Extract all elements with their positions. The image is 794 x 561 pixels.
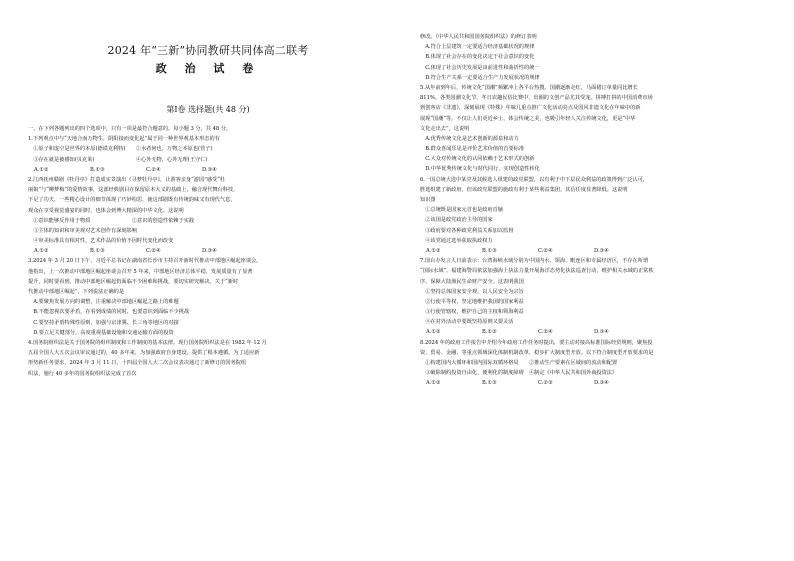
text-line: ①原子和虚空是世界的本原(德谟克利特) ②水者何也，万物之本原也(管子) xyxy=(28,146,213,153)
answer-option: D.③④ xyxy=(594,380,609,387)
answer-options xyxy=(28,165,390,175)
text-line: ④该党通过选举获取执政权力 xyxy=(420,237,493,244)
answer-option: D.③④ xyxy=(594,329,609,336)
text-line: ③行使管辖权，维护自己的主权和领海利益 xyxy=(420,309,524,316)
answer-option: C.②③ xyxy=(538,380,553,387)
answer-option: B.①③ xyxy=(482,329,497,336)
text-line: ①总统既是国家元首也是政府首脑 xyxy=(420,207,504,214)
exam-subject: 政 治 试 卷 xyxy=(155,62,261,75)
text-line: ③主体的知识和审美观对艺术创作有深刻影响 xyxy=(28,227,137,234)
text-line: 3.2024 年 3 月 20 日下午，习近平总书记在湖南省长沙市主持召开新时代推动中部地区崛起座谈会。 xyxy=(28,258,262,265)
answer-option: C.②④ xyxy=(146,248,161,255)
text-line: 提升，同时要看到，推动中部地区崛起仍面临不少困难和挑战，要切实研究解决。关于“新时 xyxy=(28,278,239,285)
answer-option: C.②④ xyxy=(538,329,553,336)
answer-option: D.③④ xyxy=(594,247,609,254)
text-line: ③政府要对各种政党利益关系加以监督 xyxy=(420,227,514,234)
text-line: ①坚持总体国家安全观，以人民安全为宗旨 xyxy=(420,288,524,295)
answer-options xyxy=(420,246,778,256)
text-line: D.中华优秀传统文化与时代同行，实现创造性转化 xyxy=(420,166,540,173)
text-line: ④审美标准具有相对性，艺术作品的价值不因时代变化而改变 xyxy=(28,238,174,245)
answer-option: B.①③ xyxy=(482,380,497,387)
answer-option: B.①③ xyxy=(90,166,105,173)
answer-option: B.①③ xyxy=(482,247,497,254)
text-line: 资、贸易、金融、等重点领域深化体制机制改革，稳步扩大制度型开放。以下符合制度型开放要求的是 xyxy=(420,349,654,356)
answer-option: A.①② xyxy=(34,248,49,255)
text-line: “国际水域”。福建海警局依法加强海上执法力量开展海洋态势化执法巡查行动，维护相关水域的正常秩 xyxy=(420,268,654,275)
text-line: A.优秀传统文化是艺术创新的源泉和动力 xyxy=(420,135,519,142)
text-line: 5.从年前到年后，传统文化“国潮”频繁冲上各平台热搜。国潮逐渐走红，马面裙订单量同比增长 xyxy=(420,84,638,91)
text-line: 丽娘”与“柳梦梅”的爱情故事，这部经典剧目在保留原本大义的基础上，融合现代舞台科技， xyxy=(28,187,239,194)
right-column xyxy=(420,32,778,389)
answer-options xyxy=(28,246,390,256)
answer-option: C.②④ xyxy=(538,247,553,254)
text-line: 形势新任务要求，2024 年 3 月 11 日，十四届全国人大二次会议表决通过了新修订的国务院组 xyxy=(28,360,247,367)
text-line: 4.国务院组织法是关于国务院的组织制度和工作制度的基本法律。现行国务院组织法是在 1982 年 12 月 xyxy=(28,339,267,346)
answer-option: A.①② xyxy=(34,166,49,173)
answer-option: D.③④ xyxy=(202,166,217,173)
text-line: C.要坚持矛盾特殊性原则，加强与京津冀、长三角等地区的对接 xyxy=(28,319,179,326)
text-line: ①意识能够反作用于物质 ②意识的创造性依赖于实践 xyxy=(28,217,195,224)
text-line: 811%。各类国潮文化节、冬日农趣民俗比赛中，出圈的文创产品尤其受宠。拼搏打拼的中国消费市场 xyxy=(420,95,653,102)
text-line: ②该国是政党政治主导的国家 xyxy=(420,217,493,224)
text-line: ④在对外活动中要既坚持原则又要灵活 xyxy=(420,319,514,326)
text-line: B.体现了社会存在的变化决定于社会意识的变化 xyxy=(420,54,535,61)
answer-option: C.②④ xyxy=(146,166,161,173)
text-line: C.大众对传统文化的认同依赖于艺术形式的创新 xyxy=(420,156,535,163)
left-column xyxy=(28,124,390,379)
answer-option: A.①② xyxy=(426,380,441,387)
answer-option: D.③④ xyxy=(202,248,217,255)
text-line: 观众在享受视觉盛宴的同时，也体会到博大精深的中华文化。这说明 xyxy=(28,207,184,214)
text-line: A.符合上层建筑一定要适合经济基础状况的规律 xyxy=(420,44,535,51)
answer-option: B.①③ xyxy=(90,248,105,255)
text-line: 7.国台办发言人日前表示：台湾海峡水域分别为中国内水、领海、毗连区和专属经济区，不存在所谓 xyxy=(420,258,649,265)
text-line: D.要立足关键部分，高度重视基础设施和交通运输方面的投资 xyxy=(28,329,174,336)
text-line: ②行使平等权，坚定地维护我国的国家利益 xyxy=(420,298,524,305)
text-line: ③存在就是被感知(贝克莱) ④心外无物，心外无理(王守仁) xyxy=(28,156,208,163)
text-line: 胜选组建了新政府。但该政党联盟的施政有利于某些利益集团，其信任度显著降低。这说明 xyxy=(420,186,628,193)
text-line: C.体现了社会历史发展是由前进性和曲折性的统一 xyxy=(420,64,540,71)
text-line: 1.下列观点中与“天地合而万物生，阴阳接而变化起”属于同一种世界观基本形态的有 xyxy=(28,136,220,143)
text-line: A.要聚焦发展方向的调整，注重解决中部地区崛起之路上的难题 xyxy=(28,299,179,306)
text-line: 织法，施行 40 多年的国务院组织法完成了首次 xyxy=(28,370,137,377)
exam-title: 2024 年“三新”协同教研共同体高二联考 xyxy=(107,44,309,57)
text-line: 8.2024 年的政府工作报告中介绍今年政府工作任务时提出，要主动对接高标准国际经贸规则，聚焦投 xyxy=(420,339,653,346)
text-line: D.符合生产关系一定要适合生产力发展状况的规律 xyxy=(420,74,540,81)
text-line: 他指出，上一次推动中部地区崛起座谈会召开 5 年来，中部地区经济总体平稳，发展质量有了显著 xyxy=(28,268,253,275)
text-line: 到创客店《非遗》，深刻展现《特殊》年味儿重点推广文化活动亮点及国风非遗文化在年味中的新 xyxy=(420,105,641,112)
text-line: 修改。《中华人民共和国国务院组织法》的修订表明 xyxy=(420,34,537,40)
text-line: B.不能忽视次要矛盾，在看到成绩的同时，也要意识到面临不少挑战 xyxy=(28,309,190,316)
text-line: 文化走出去”，这说明 xyxy=(420,125,470,132)
text-line: 下足了功夫，一些精心设计的细节体现了巧妙构思，使这部剧既有传统韵味又有现代气息， xyxy=(28,197,236,204)
section-heading: 第Ⅰ卷 选择题(共 48 分) xyxy=(166,105,250,114)
text-line: 展现“国潮”等。不仅让人们更近乡土、体会传统之美，也吸引年轻人关注传统文化，更是“中华 xyxy=(420,115,636,122)
answer-option: A.①② xyxy=(426,329,441,336)
text-line: 一、在下列各题列出的四个选项中，只有一项是最符合题意的。每小题 3 分，共 48 分。 xyxy=(28,126,232,132)
text-line: 序，保障大陆渔民生命财产安全。这表明我国 xyxy=(420,278,524,285)
text-line: 代推动中部地区崛起”，下列说法正确的是 xyxy=(28,289,125,295)
text-line: 五届全国人大五次会议审议通过的，40 多年来，为加强政府自身建设，提供了根本遵循。为了适应新 xyxy=(28,350,260,357)
text-line: ③破除制约投资自由化、便利化的制度障碍 ④制定《中华人民共和国外商投资法》 xyxy=(420,370,618,377)
text-line: 2.江西抚州赣剧《牡丹亭》打造成实景演出《寻梦牡丹亭》，让游客亲身“游园”感受“杜 xyxy=(28,176,226,183)
answer-options xyxy=(420,327,778,337)
answer-options xyxy=(420,378,778,388)
text-line: B.群众喜闻乐见是评价艺术价值的首要标准 xyxy=(420,146,525,153)
text-line: ①构建国内大循环和国内国际双循环格局 ②推动生产要素在区域间的流动和配置 xyxy=(420,360,618,366)
text-line: 6.一国总统大选中某党及其候选人组建的政党联盟，以有利于中下层民众利益的政策得到广泛认可， xyxy=(420,176,649,183)
answer-option: A.①② xyxy=(426,247,441,254)
text-line: 知识图 xyxy=(420,197,436,203)
